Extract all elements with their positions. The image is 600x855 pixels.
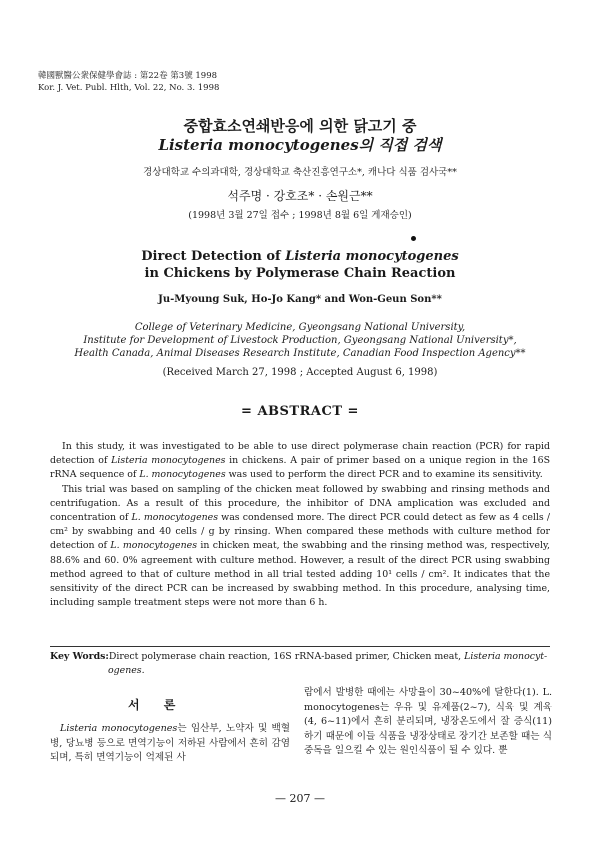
abstract-text: was condensed more. The direct PCR could detect as few as 4 cells / cm² by swabbing and 40 cells / g by rinsing. When compared these methods with culture method for detection of <box>50 512 550 552</box>
abstract-paragraph-2 <box>50 483 550 611</box>
korean-title-line1: 중합효소연쇄반응에 의한 닭고기 중 <box>183 117 417 135</box>
english-affiliations <box>0 321 600 360</box>
journal-header-korean: 韓國獸醫公衆保健學會誌 : 第22卷 第3號 1998 <box>38 71 218 81</box>
species-name: L. monocytogenes <box>131 512 219 524</box>
keywords-species-end: ogenes <box>108 665 142 676</box>
journal-header <box>38 70 219 94</box>
abstract-text: in chickens. A pair of primer based on a unique region in the 16S rRNA sequence of <box>50 455 551 481</box>
english-title-prefix: Direct Detection of <box>141 249 286 264</box>
abstract-text: in chicken meat, the swabbing and the rinsing method was, respectively, 88.6% and 60. 0% agreement with culture method. However, a result of the direct PCR using swabbing method agreed to that of culture method in all trial tested adding 10¹ cells / cm². It indicates that the sensitivity of the direct PCR can be increased by swabbing method. In this procedure, analysing time, including sample treatment steps were not more than 6 h. <box>50 540 551 609</box>
keywords-period: . <box>141 665 145 676</box>
intro-text: 는 임산부, 노약자 및 백혈병, 당뇨병 등으로 면역기능이 저하된 사람에서 흔히 감염되며, 특히 면역기능이 억제된 사 <box>50 723 290 764</box>
english-authors: Ju-Myoung Suk, Ho-Jo Kang* and Won-Geun Son** <box>158 294 442 305</box>
bullet-mark <box>411 236 416 241</box>
affiliation-2: Institute for Development of Livestock Production, Gyeongsang National University*, <box>83 335 517 346</box>
species-name: Listeria monocytogenes <box>111 455 226 467</box>
abstract-text: In this study, it was investigated to be able to use direct polymerase chain reaction (PCR) for rapid detection of <box>50 441 550 467</box>
abstract-heading: = ABSTRACT = <box>241 404 359 419</box>
keywords-label: Key Words: <box>50 651 109 662</box>
intro-paragraph-left <box>50 722 290 766</box>
species-name: L. monocytogenes <box>139 469 226 481</box>
keywords-species: Listeria monocyt- <box>464 651 548 662</box>
korean-title-line2: Listeria monocytogenes의 직접 검색 <box>158 136 442 154</box>
affiliation-3: Health Canada, Animal Diseases Research Institute, Canadian Food Inspection Agency** <box>74 348 526 359</box>
keywords-rule <box>50 646 550 647</box>
intro-column-left <box>50 722 290 766</box>
english-title-line2: in Chickens by Polymerase Chain Reaction <box>144 266 456 281</box>
intro-paragraph-right: 람에서 발병한 때에는 사망율이 30~40%에 달한다(1). L. monocytogenes는 우유 및 유제품(2~7), 식육 및 계육(4, 6~11)에서 흔히 분리되며, 냉장온도에서 잘 증식(11)하기 때문에 이들 식품을 냉장상태로 장기간 보존할 때는 식중독을 일으킬 수 있는 원인식품이 될 수 있다. 뿐 <box>304 687 552 757</box>
abstract-body <box>50 440 550 610</box>
english-title <box>0 248 600 282</box>
korean-authors: 석주명 · 강호조* · 손원근** <box>227 189 373 203</box>
abstract-paragraph-1 <box>50 440 550 483</box>
intro-column-right <box>304 686 552 759</box>
korean-affiliations: 경상대학교 수의과대학, 경상대학교 축산진흥연구소*, 캐나다 식품 검사국** <box>143 167 457 178</box>
english-dates: (Received March 27, 1998 ; Accepted August 6, 1998) <box>162 367 438 378</box>
english-title-species: Listeria monocytogenes <box>285 249 459 264</box>
intro-heading: 서 론 <box>128 698 186 712</box>
keywords <box>50 650 550 678</box>
species-name: Listeria monocytogenes <box>60 723 178 734</box>
affiliation-1: College of Veterinary Medicine, Gyeongsang National University, <box>134 322 466 333</box>
page-number: — 207 — <box>275 792 325 805</box>
abstract-text: This trial was based on sampling of the chicken meat followed by swabbing and rinsing methods and centrifugation. As a result of this procedure, the inhibitor of DNA amplication was excluded and concentration of <box>50 483 550 524</box>
species-name: L. monocytogenes <box>110 540 198 552</box>
journal-header-english: Kor. J. Vet. Publ. Hlth, Vol. 22, No. 3. 1998 <box>38 83 220 93</box>
keywords-text: Direct polymerase chain reaction, 16S rRNA-based primer, Chicken meat, <box>108 651 465 662</box>
korean-dates: (1998년 3월 27일 접수 ; 1998년 8월 6일 게재승인) <box>188 210 412 221</box>
abstract-text: was used to perform the direct PCR and to examine its sensitivity. <box>225 469 543 481</box>
